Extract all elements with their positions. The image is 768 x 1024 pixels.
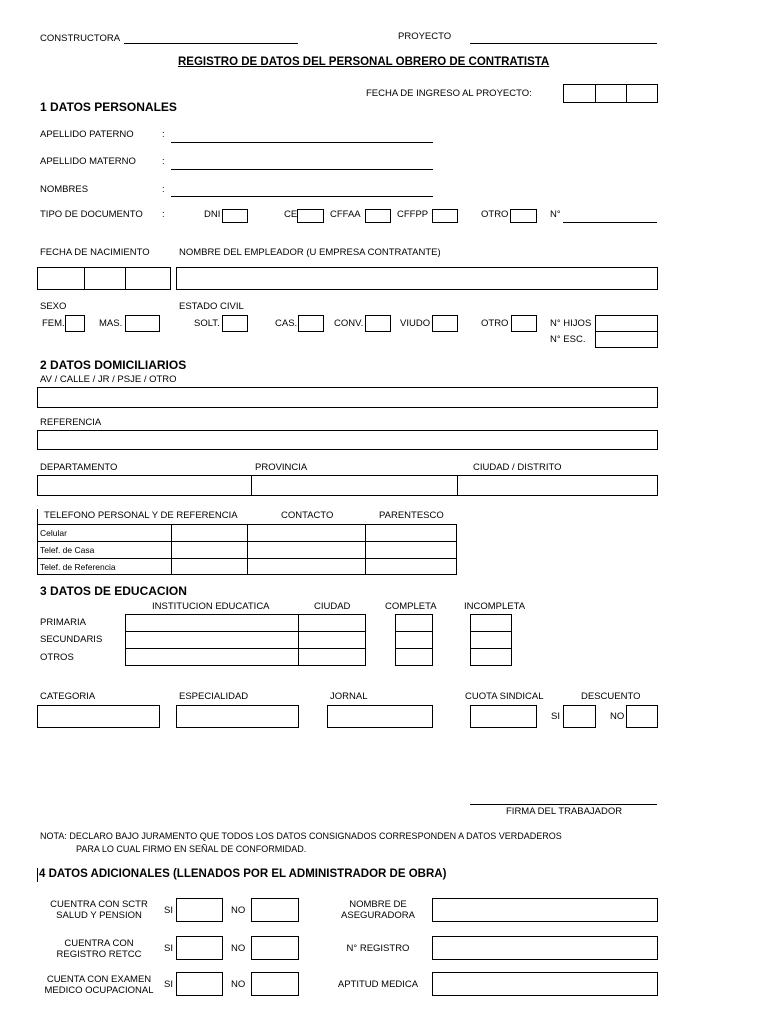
- fecha-nacimiento-label: FECHA DE NACIMIENTO: [40, 247, 150, 258]
- cas-checkbox[interactable]: [298, 315, 324, 332]
- n-registro-field[interactable]: [432, 936, 658, 960]
- retcc-si-checkbox[interactable]: [176, 936, 223, 960]
- section-2-heading: 2 DATOS DOMICILIARIOS: [40, 358, 187, 372]
- table-row-divider: [125, 648, 366, 649]
- section-4-heading: 4 DATOS ADICIONALES (LLENADOS POR EL ADMINISTRADOR DE OBRA): [39, 868, 447, 880]
- fecha-nacimiento-divider: [125, 267, 126, 290]
- table-row-divider: [125, 631, 366, 632]
- secundaria-label: SECUNDARIS: [40, 634, 103, 645]
- aseguradora-label-1: NOMBRE DE: [349, 899, 407, 910]
- conv-label: CONV.: [334, 318, 364, 329]
- apellido-materno-label: APELLIDO MATERNO: [40, 156, 136, 167]
- aptitud-field[interactable]: [432, 972, 658, 996]
- jornal-field[interactable]: [327, 705, 433, 728]
- cffaa-label: CFFAA: [330, 209, 361, 220]
- sctr-label-2: SALUD Y PENSION: [56, 910, 142, 921]
- section-4-marker: [37, 868, 38, 882]
- nota-line-2: PARA LO CUAL FIRMO EN SEÑAL DE CONFORMIDAD.: [76, 844, 307, 854]
- examen-no-label: NO: [231, 979, 246, 990]
- table-row-divider: [395, 631, 433, 632]
- jornal-label: JORNAL: [330, 691, 368, 702]
- solt-checkbox[interactable]: [222, 315, 248, 332]
- aseguradora-label-2: ASEGURADORA: [341, 910, 415, 921]
- section-1-heading: 1 DATOS PERSONALES: [40, 100, 177, 114]
- ce-checkbox[interactable]: [297, 209, 324, 223]
- examen-label-2: MEDICO OCUPACIONAL: [44, 985, 154, 996]
- institucion-header: INSTITUCION EDUCATICA: [152, 601, 270, 612]
- otro-civil-label: OTRO: [481, 318, 509, 329]
- contacto-header: CONTACTO: [281, 510, 334, 521]
- cuota-sindical-field[interactable]: [470, 705, 537, 728]
- apellido-paterno-label: APELLIDO PATERNO: [40, 129, 134, 140]
- direccion-label: AV / CALLE / JR / PSJE / OTRO: [40, 374, 177, 385]
- firma-line[interactable]: [470, 804, 657, 805]
- telefono-header: TELEFONO PERSONAL Y DE REFERENCIA: [44, 510, 238, 521]
- ce-label: CE: [284, 209, 298, 220]
- categoria-label: CATEGORIA: [40, 691, 96, 702]
- table-col-divider: [171, 524, 172, 575]
- proyecto-label: PROYECTO: [398, 31, 452, 42]
- apellido-materno-field[interactable]: [171, 169, 433, 170]
- sctr-si-label: SI: [164, 905, 173, 916]
- colon: :: [162, 184, 165, 195]
- n-esc-field[interactable]: [595, 331, 658, 348]
- aptitud-label: APTITUD MEDICA: [337, 979, 419, 990]
- viudo-label: VIUDO: [400, 318, 431, 329]
- otro-civil-checkbox[interactable]: [511, 315, 537, 332]
- cffpp-checkbox[interactable]: [432, 209, 458, 223]
- tipo-documento-label: TIPO DE DOCUMENTO: [40, 209, 143, 220]
- retcc-no-label: NO: [231, 943, 246, 954]
- aseguradora-field[interactable]: [432, 898, 658, 922]
- table-row-label: Celular: [40, 528, 67, 538]
- table-col-divider: [365, 524, 366, 575]
- table-row-label: Telef. de Casa: [40, 545, 95, 555]
- mas-checkbox[interactable]: [125, 315, 160, 332]
- ciudad-header: CIUDAD: [314, 601, 351, 612]
- sctr-si-checkbox[interactable]: [176, 898, 223, 922]
- table-col-divider: [298, 614, 299, 666]
- departamento-field[interactable]: [37, 475, 252, 496]
- educacion-table[interactable]: [125, 614, 366, 666]
- dni-label: DNI: [204, 209, 221, 220]
- cas-label: CAS.: [275, 318, 298, 329]
- direccion-field[interactable]: [37, 387, 658, 408]
- table-row-divider: [470, 648, 512, 649]
- categoria-field[interactable]: [37, 705, 160, 728]
- table-col-divider: [247, 524, 248, 575]
- incompleta-column[interactable]: [470, 614, 512, 666]
- provincia-field[interactable]: [251, 475, 458, 496]
- otros-edu-label: OTROS: [40, 652, 74, 663]
- retcc-si-label: SI: [164, 943, 173, 954]
- table-row-divider: [470, 631, 512, 632]
- especialidad-label: ESPECIALIDAD: [179, 691, 249, 702]
- estado-civil-label: ESTADO CIVIL: [179, 301, 244, 312]
- fecha-nacimiento-field[interactable]: [37, 267, 171, 290]
- fecha-ingreso-field[interactable]: [563, 84, 658, 103]
- parentesco-header: PARENTESCO: [379, 510, 444, 521]
- constructora-label: CONSTRUCTORA: [40, 33, 121, 44]
- apellido-paterno-field[interactable]: [171, 142, 433, 143]
- n-esc-label: N° ESC.: [550, 334, 586, 345]
- colon: :: [162, 156, 165, 167]
- descuento-label: DESCUENTO: [581, 691, 641, 702]
- sctr-label-1: CUENTRA CON SCTR: [50, 899, 148, 910]
- completa-header: COMPLETA: [385, 601, 437, 612]
- nota-line-1: NOTA: DECLARO BAJO JURAMENTO QUE TODOS LOS DATOS CONSIGNADOS CORRESPONDEN A DATOS VERDADEROS: [40, 831, 562, 841]
- completa-column[interactable]: [395, 614, 433, 666]
- provincia-label: PROVINCIA: [255, 462, 308, 473]
- nombre-empleador-label: NOMBRE DEL EMPLEADOR (U EMPRESA CONTRATANTE): [179, 247, 441, 258]
- section-3-heading: 3 DATOS DE EDUCACION: [40, 584, 187, 598]
- solt-label: SOLT.: [194, 318, 220, 329]
- fecha-nacimiento-divider: [84, 267, 85, 290]
- colon: :: [162, 129, 165, 140]
- ciudad-distrito-label: CIUDAD / DISTRITO: [473, 462, 562, 473]
- table-row-divider: [395, 648, 433, 649]
- n-registro-label: N° REGISTRO: [346, 943, 410, 954]
- departamento-label: DEPARTAMENTO: [40, 462, 118, 473]
- cuota-sindical-label: CUOTA SINDICAL: [465, 691, 544, 702]
- retcc-label-2: REGISTRO RETCC: [56, 949, 142, 960]
- retcc-label-1: CUENTRA CON: [64, 938, 134, 949]
- mas-label: MAS.: [99, 318, 123, 329]
- otro-doc-checkbox[interactable]: [510, 209, 537, 223]
- cffpp-label: CFFPP: [397, 209, 429, 220]
- examen-label-1: CUENTA CON EXAMEN: [46, 974, 152, 985]
- especialidad-field[interactable]: [176, 705, 299, 728]
- table-row-label: Telef. de Referencia: [40, 562, 116, 572]
- n-hijos-label: N° HIJOS: [550, 318, 592, 329]
- examen-si-label: SI: [164, 979, 173, 990]
- fecha-ingreso-label: FECHA DE INGRESO AL PROYECTO:: [366, 88, 532, 99]
- constructora-field[interactable]: [124, 43, 298, 44]
- descuento-no-checkbox[interactable]: [626, 705, 658, 728]
- form-title: REGISTRO DE DATOS DEL PERSONAL OBRERO DE CONTRATISTA: [178, 56, 550, 68]
- cffaa-checkbox[interactable]: [365, 209, 391, 223]
- conv-checkbox[interactable]: [365, 315, 391, 332]
- viudo-checkbox[interactable]: [432, 315, 458, 332]
- examen-no-checkbox[interactable]: [251, 972, 299, 996]
- nombres-label: NOMBRES: [40, 184, 89, 195]
- referencia-label: REFERENCIA: [40, 417, 102, 428]
- fem-label: FEM.: [42, 318, 65, 329]
- colon: :: [162, 209, 165, 220]
- examen-si-checkbox[interactable]: [176, 972, 223, 996]
- incompleta-header: INCOMPLETA: [464, 601, 526, 612]
- fecha-ingreso-divider: [595, 84, 596, 103]
- descuento-si-checkbox[interactable]: [563, 705, 596, 728]
- referencia-field[interactable]: [37, 430, 658, 450]
- primaria-label: PRIMARIA: [40, 617, 86, 628]
- dni-checkbox[interactable]: [222, 209, 248, 223]
- fem-checkbox[interactable]: [65, 315, 85, 332]
- sexo-label: SEXO: [40, 301, 67, 312]
- descuento-si-label: SI: [551, 711, 560, 722]
- numero-doc-label: N°: [550, 209, 561, 220]
- n-hijos-field[interactable]: [595, 315, 658, 332]
- sctr-no-checkbox[interactable]: [251, 898, 299, 922]
- numero-doc-field[interactable]: [563, 222, 657, 223]
- nombre-empleador-field[interactable]: [176, 267, 658, 290]
- ciudad-distrito-field[interactable]: [457, 475, 658, 496]
- retcc-no-checkbox[interactable]: [251, 936, 299, 960]
- fecha-ingreso-divider: [626, 84, 627, 103]
- firma-label: FIRMA DEL TRABAJADOR: [506, 806, 623, 817]
- sctr-no-label: NO: [231, 905, 246, 916]
- proyecto-field[interactable]: [470, 43, 657, 44]
- descuento-no-label: NO: [610, 711, 625, 722]
- nombres-field[interactable]: [171, 196, 433, 197]
- otro-doc-label: OTRO: [481, 209, 509, 220]
